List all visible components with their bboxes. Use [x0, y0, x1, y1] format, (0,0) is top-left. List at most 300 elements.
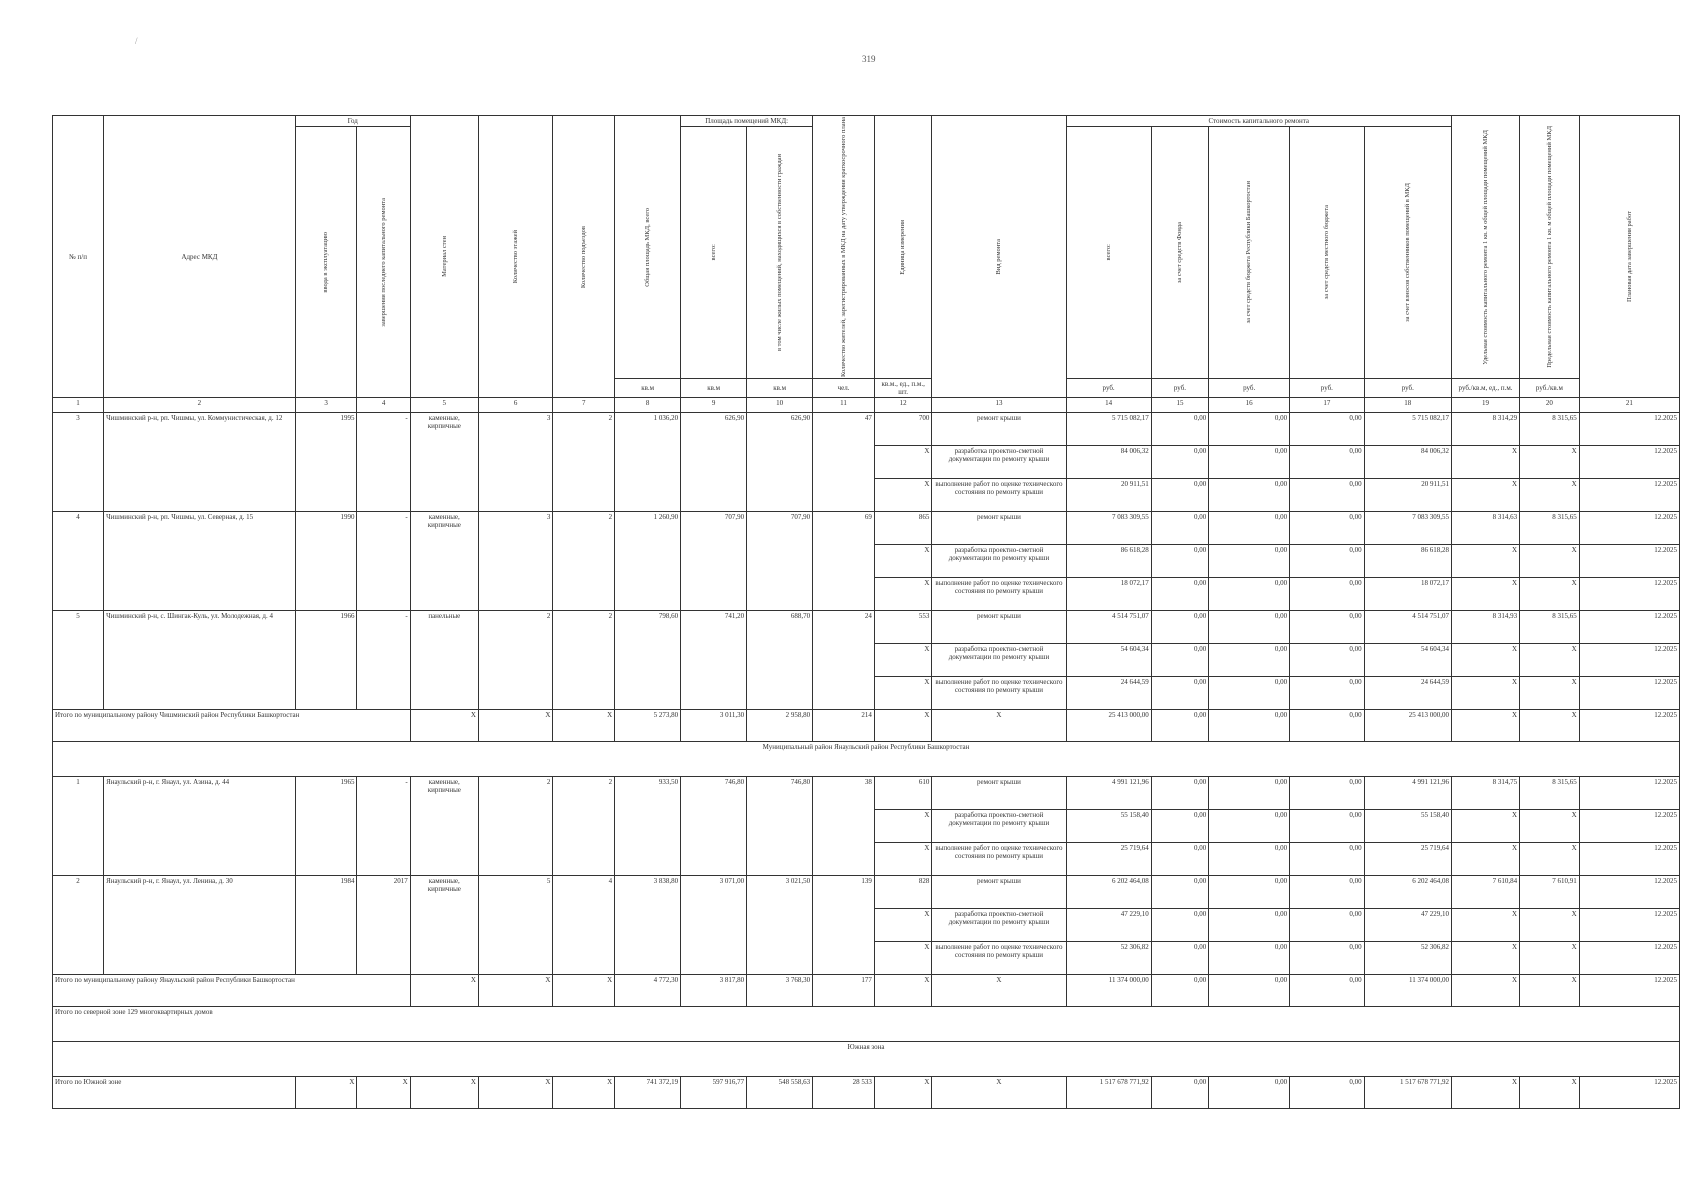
- header-entrances: Количество подъездов: [580, 225, 588, 288]
- cell: 177: [813, 975, 875, 1007]
- cell: 0,00: [1209, 843, 1290, 876]
- cell: -: [357, 611, 410, 710]
- header-cost: Стоимость капитального ремонта: [1066, 116, 1451, 127]
- col-index: 13: [932, 398, 1066, 413]
- cell: 12.2025: [1579, 975, 1679, 1007]
- cell: X: [553, 1077, 615, 1109]
- cell: X: [1451, 843, 1519, 876]
- cell: выполнение работ по оценке технического состояния по ремонту крыши: [932, 942, 1066, 975]
- cell: Чишминский р-н, рп. Чишмы, ул. Северная, д. 15: [104, 512, 296, 611]
- cell: 12.2025: [1579, 942, 1679, 975]
- cell: 741 372,19: [615, 1077, 681, 1109]
- cell: X: [553, 710, 615, 742]
- cell: X: [874, 479, 931, 512]
- north-total-row: [53, 1007, 1680, 1042]
- cell: 707,90: [681, 512, 747, 611]
- cell: X: [874, 909, 931, 942]
- cell: X: [410, 1077, 478, 1109]
- corner-mark: /: [135, 36, 138, 46]
- cell: 0,00: [1290, 843, 1365, 876]
- cell: X: [553, 975, 615, 1007]
- cell: панельные: [410, 611, 478, 710]
- cell: X: [1520, 677, 1580, 710]
- cell: 0,00: [1290, 909, 1365, 942]
- cell: выполнение работ по оценке технического состояния по ремонту крыши: [932, 677, 1066, 710]
- footer-rows: [53, 975, 1680, 1109]
- cell: X: [874, 677, 931, 710]
- cell: X: [932, 1077, 1066, 1109]
- cell: 2: [478, 611, 553, 710]
- cell: 1984: [295, 876, 357, 975]
- cell: 4 991 121,96: [1066, 777, 1151, 810]
- cell: 3 768,30: [747, 975, 813, 1007]
- cell: 47 229,10: [1066, 909, 1151, 942]
- table-row: [53, 611, 1680, 644]
- cell: 0,00: [1151, 810, 1208, 843]
- cell: 11 374 000,00: [1364, 975, 1451, 1007]
- cell: 0,00: [1290, 578, 1365, 611]
- header-rb: за счет средств бюджета Республики Башкортостан: [1245, 181, 1253, 324]
- cell: 69: [813, 512, 875, 611]
- cell: 0,00: [1151, 644, 1208, 677]
- header-total-area: Общая площадь МКД, всего: [643, 207, 651, 287]
- table-row: [53, 876, 1680, 909]
- cell: 626,90: [681, 413, 747, 512]
- cell: 0,00: [1151, 942, 1208, 975]
- cell: 0,00: [1209, 413, 1290, 446]
- cell: 746,80: [747, 777, 813, 876]
- cell: X: [1520, 710, 1580, 742]
- cell: 707,90: [747, 512, 813, 611]
- cell: X: [410, 710, 478, 742]
- page-number: 319: [862, 54, 876, 64]
- cell: 741,20: [681, 611, 747, 710]
- col-index: 4: [357, 398, 410, 413]
- cell: 2 958,80: [747, 710, 813, 742]
- cell: X: [1520, 446, 1580, 479]
- col-index: 12: [874, 398, 931, 413]
- unit-max-cost: руб./кв.м: [1520, 379, 1580, 398]
- cell: 7 610,91: [1520, 876, 1580, 909]
- header-floors: Количество этажей: [511, 229, 519, 284]
- cell: -: [357, 413, 410, 512]
- cell: 6 202 464,08: [1066, 876, 1151, 909]
- header-premises-all: всего:: [709, 244, 717, 261]
- header-premises-area: Площадь помещений МКД:: [681, 116, 813, 127]
- capital-repair-table: [52, 115, 1680, 1109]
- cell: 8 314,63: [1451, 512, 1519, 545]
- cell: 84 006,32: [1066, 446, 1151, 479]
- cell: 553: [874, 611, 931, 644]
- cell: 12.2025: [1579, 479, 1679, 512]
- col-index: 8: [615, 398, 681, 413]
- cell: 55 158,40: [1364, 810, 1451, 843]
- cell: 0,00: [1209, 446, 1290, 479]
- cell: 0,00: [1209, 611, 1290, 644]
- cell: X: [1451, 644, 1519, 677]
- cell: 12.2025: [1579, 413, 1679, 446]
- cell: 4: [553, 876, 615, 975]
- column-index-row: [53, 398, 1680, 413]
- cell: X: [874, 545, 931, 578]
- col-index: 2: [104, 398, 296, 413]
- cell: X: [1520, 843, 1580, 876]
- cell: разработка проектно-сметной документации по ремонту крыши: [932, 446, 1066, 479]
- cell: X: [478, 975, 553, 1007]
- cell: 0,00: [1290, 710, 1365, 742]
- cell: 746,80: [681, 777, 747, 876]
- col-index: 20: [1520, 398, 1580, 413]
- cell: 24 644,59: [1066, 677, 1151, 710]
- header-address: Адрес МКД: [104, 116, 296, 398]
- cell: 5: [53, 611, 104, 710]
- cell: X: [874, 975, 931, 1007]
- cell: 0,00: [1290, 644, 1365, 677]
- header-wall: Материал стен: [440, 236, 448, 277]
- cell: 688,70: [747, 611, 813, 710]
- cell: 3 071,00: [681, 876, 747, 975]
- cell: 0,00: [1209, 545, 1290, 578]
- cell: 0,00: [1151, 975, 1208, 1007]
- cell: Янаульский р-н, г. Янаул, ул. Азина, д. 44: [104, 777, 296, 876]
- unit-rub-1: руб.: [1066, 379, 1151, 398]
- cell: 25 413 000,00: [1364, 710, 1451, 742]
- cell: 2: [478, 777, 553, 876]
- cell: 1995: [295, 413, 357, 512]
- cell: 86 618,28: [1066, 545, 1151, 578]
- cell: выполнение работ по оценке технического состояния по ремонту крыши: [932, 578, 1066, 611]
- cell: 548 558,63: [747, 1077, 813, 1109]
- cell: 7 083 309,55: [1364, 512, 1451, 545]
- cell: X: [478, 1077, 553, 1109]
- cell: 0,00: [1151, 677, 1208, 710]
- cell: Чишминский р-н, с. Шингак-Куль, ул. Молодежная, д. 4: [104, 611, 296, 710]
- cell: 0,00: [1151, 611, 1208, 644]
- unit-unit-cost: руб./кв.м, ед., п.м.: [1451, 379, 1519, 398]
- cell: разработка проектно-сметной документации по ремонту крыши: [932, 545, 1066, 578]
- cell: 1990: [295, 512, 357, 611]
- header-local: за счет средств местного бюджета: [1323, 205, 1331, 300]
- cell: 0,00: [1209, 479, 1290, 512]
- cell: X: [1451, 479, 1519, 512]
- cell: X: [1520, 479, 1580, 512]
- cell: 4 514 751,07: [1066, 611, 1151, 644]
- cell: 0,00: [1209, 975, 1290, 1007]
- unit-sqm-2: кв.м: [681, 379, 747, 398]
- cell: 933,50: [615, 777, 681, 876]
- cell: 12.2025: [1579, 644, 1679, 677]
- cell: 8 315,65: [1520, 611, 1580, 644]
- south-zone-title: Южная зона: [53, 1042, 1680, 1077]
- cell: X: [932, 710, 1066, 742]
- unit-people: чел.: [813, 379, 875, 398]
- col-index: 10: [747, 398, 813, 413]
- cell: X: [1451, 810, 1519, 843]
- cell: X: [1451, 446, 1519, 479]
- header-year: Год: [295, 116, 410, 127]
- col-index: 14: [1066, 398, 1151, 413]
- col-index: 9: [681, 398, 747, 413]
- cell: 0,00: [1290, 677, 1365, 710]
- cell: 3 817,80: [681, 975, 747, 1007]
- cell: 11 374 000,00: [1066, 975, 1151, 1007]
- col-index: 1: [53, 398, 104, 413]
- cell: 0,00: [1290, 1077, 1365, 1109]
- header-year-last-repair: завершения последнего капитального ремонта: [379, 197, 387, 327]
- cell: 12.2025: [1579, 545, 1679, 578]
- col-index: 19: [1451, 398, 1519, 413]
- cell: 8 315,65: [1520, 777, 1580, 810]
- north-total-label: Итого по северной зоне 129 многоквартирных домов: [53, 1007, 1680, 1042]
- cell: 8 314,29: [1451, 413, 1519, 446]
- cell: 0,00: [1209, 644, 1290, 677]
- col-index: 6: [478, 398, 553, 413]
- cell: X: [1520, 545, 1580, 578]
- col-index: 11: [813, 398, 875, 413]
- header-unit-cost: Удельная стоимость капитального ремонта 1 кв. м общей площади помещений МКД: [1481, 129, 1489, 365]
- cell: 12.2025: [1579, 578, 1679, 611]
- cell: 0,00: [1209, 512, 1290, 545]
- col-index: 21: [1579, 398, 1679, 413]
- cell: 12.2025: [1579, 810, 1679, 843]
- cell: X: [932, 975, 1066, 1007]
- cell: X: [1451, 909, 1519, 942]
- cell: 12.2025: [1579, 876, 1679, 909]
- unit-sqm-3: кв.м: [747, 379, 813, 398]
- total-row-chishmy: [53, 710, 1680, 742]
- cell: 0,00: [1290, 413, 1365, 446]
- cell: 597 916,77: [681, 1077, 747, 1109]
- total-label: Итого по муниципальному району Чишминский район Республики Башкортостан: [53, 710, 411, 742]
- cell: 0,00: [1209, 578, 1290, 611]
- cell: разработка проектно-сметной документации по ремонту крыши: [932, 810, 1066, 843]
- col-index: 15: [1151, 398, 1208, 413]
- col-index: 5: [410, 398, 478, 413]
- cell: 55 158,40: [1066, 810, 1151, 843]
- cell: -: [357, 512, 410, 611]
- cell: 214: [813, 710, 875, 742]
- cell: ремонт крыши: [932, 777, 1066, 810]
- cell: X: [1451, 677, 1519, 710]
- cell: 0,00: [1290, 479, 1365, 512]
- cell: 38: [813, 777, 875, 876]
- cell: 8 315,65: [1520, 512, 1580, 545]
- cell: ремонт крыши: [932, 512, 1066, 545]
- col-index: 16: [1209, 398, 1290, 413]
- cell: 139: [813, 876, 875, 975]
- cell: 0,00: [1209, 710, 1290, 742]
- cell: 0,00: [1290, 446, 1365, 479]
- header-deadline: Плановая дата завершения работ: [1625, 211, 1633, 303]
- cell: каменные, кирпичные: [410, 413, 478, 512]
- cell: X: [410, 975, 478, 1007]
- chishmy-total: [53, 710, 1680, 777]
- south-zone-row: [53, 1042, 1680, 1077]
- cell: 0,00: [1151, 413, 1208, 446]
- cell: 24: [813, 611, 875, 710]
- cell: 25 719,64: [1066, 843, 1151, 876]
- cell: 1: [53, 777, 104, 876]
- cell: Чишминский р-н, рп. Чишмы, ул. Коммунистическая, д. 12: [104, 413, 296, 512]
- cell: 0,00: [1290, 777, 1365, 810]
- cell: 20 911,51: [1364, 479, 1451, 512]
- cell: 0,00: [1151, 446, 1208, 479]
- cell: 1966: [295, 611, 357, 710]
- header-residents: Количество жителей, зарегистрированных в МКД на дату утверждения краткосрочного плана: [839, 117, 847, 378]
- header-fund: за счет средств Фонда: [1176, 221, 1184, 284]
- cell: 0,00: [1209, 677, 1290, 710]
- cell: X: [1520, 909, 1580, 942]
- cell: X: [874, 843, 931, 876]
- cell: 0,00: [1151, 512, 1208, 545]
- cell: ремонт крыши: [932, 611, 1066, 644]
- cell: 0,00: [1151, 876, 1208, 909]
- cell: 0,00: [1290, 975, 1365, 1007]
- unit-rub-4: руб.: [1290, 379, 1365, 398]
- cell: 0,00: [1151, 843, 1208, 876]
- yanaul-district-rows: [53, 777, 1680, 975]
- cell: 12.2025: [1579, 677, 1679, 710]
- cell: 5: [478, 876, 553, 975]
- cell: 0,00: [1151, 578, 1208, 611]
- cell: 84 006,32: [1364, 446, 1451, 479]
- cell: X: [874, 644, 931, 677]
- cell: X: [1520, 578, 1580, 611]
- cell: 828: [874, 876, 931, 909]
- total-label: Итого по Южной зоне: [53, 1077, 296, 1109]
- cell: 0,00: [1151, 479, 1208, 512]
- cell: X: [874, 446, 931, 479]
- cell: 626,90: [747, 413, 813, 512]
- cell: 2017: [357, 876, 410, 975]
- cell: X: [357, 1077, 410, 1109]
- table-header: [53, 116, 1680, 413]
- cell: X: [1451, 545, 1519, 578]
- unit-rub-3: руб.: [1209, 379, 1290, 398]
- header-year-commission: ввода в эксплуатацию: [322, 231, 330, 293]
- cell: 0,00: [1151, 909, 1208, 942]
- cell: 8 315,65: [1520, 413, 1580, 446]
- cell: 0,00: [1290, 611, 1365, 644]
- cell: X: [874, 710, 931, 742]
- cell: X: [1451, 710, 1519, 742]
- cell: 12.2025: [1579, 843, 1679, 876]
- cell: 610: [874, 777, 931, 810]
- south-total-row: [53, 1077, 1680, 1109]
- cell: X: [1520, 644, 1580, 677]
- table-row: [53, 777, 1680, 810]
- cell: 54 604,34: [1364, 644, 1451, 677]
- cell: каменные, кирпичные: [410, 777, 478, 876]
- cell: ремонт крыши: [932, 413, 1066, 446]
- cell: 2: [553, 777, 615, 876]
- cell: 1 260,90: [615, 512, 681, 611]
- cell: выполнение работ по оценке технического состояния по ремонту крыши: [932, 479, 1066, 512]
- cell: 0,00: [1209, 810, 1290, 843]
- cell: X: [874, 578, 931, 611]
- cell: 25 719,64: [1364, 843, 1451, 876]
- cell: 5 715 082,17: [1364, 413, 1451, 446]
- section-title: Муниципальный район Янаульский район Республики Башкортостан: [53, 742, 1680, 777]
- col-index: 17: [1290, 398, 1365, 413]
- cell: 7 083 309,55: [1066, 512, 1151, 545]
- cell: 0,00: [1209, 1077, 1290, 1109]
- cell: 12.2025: [1579, 909, 1679, 942]
- cell: 7 610,84: [1451, 876, 1519, 909]
- cell: 0,00: [1151, 545, 1208, 578]
- cell: 52 306,82: [1364, 942, 1451, 975]
- cell: X: [1451, 975, 1519, 1007]
- table-row: [53, 413, 1680, 446]
- cell: 0,00: [1209, 876, 1290, 909]
- cell: 1965: [295, 777, 357, 876]
- cell: 1 036,20: [615, 413, 681, 512]
- cell: 0,00: [1151, 710, 1208, 742]
- cell: 0,00: [1290, 942, 1365, 975]
- cell: -: [357, 777, 410, 876]
- cell: 18 072,17: [1066, 578, 1151, 611]
- cell: Янаульский р-н, г. Янаул, ул. Ленина, д. 30: [104, 876, 296, 975]
- cell: X: [1520, 810, 1580, 843]
- cell: 4: [53, 512, 104, 611]
- cell: X: [1451, 578, 1519, 611]
- cell: 18 072,17: [1364, 578, 1451, 611]
- cell: 3 838,80: [615, 876, 681, 975]
- cell: 5 715 082,17: [1066, 413, 1151, 446]
- cell: X: [874, 1077, 931, 1109]
- cell: 25 413 000,00: [1066, 710, 1151, 742]
- cell: 3: [53, 413, 104, 512]
- cell: 0,00: [1209, 909, 1290, 942]
- cell: 4 991 121,96: [1364, 777, 1451, 810]
- cell: 2: [553, 611, 615, 710]
- col-index: 18: [1364, 398, 1451, 413]
- cell: 1 517 678 771,92: [1364, 1077, 1451, 1109]
- cell: 0,00: [1151, 777, 1208, 810]
- cell: 8 314,75: [1451, 777, 1519, 810]
- cell: 865: [874, 512, 931, 545]
- header-owners: за счет взносов собственников помещений в МКД: [1404, 183, 1412, 322]
- cell: X: [874, 942, 931, 975]
- cell: разработка проектно-сметной документации по ремонту крыши: [932, 909, 1066, 942]
- header-n: № п/п: [53, 116, 104, 398]
- header-max-cost: Предельная стоимость капитального ремонта 1 кв. м общей площади помещений МКД: [1545, 126, 1553, 368]
- cell: 12.2025: [1579, 611, 1679, 644]
- cell: 3 021,50: [747, 876, 813, 975]
- cell: 8 314,93: [1451, 611, 1519, 644]
- unit-sqm-1: кв.м: [615, 379, 681, 398]
- table-row: [53, 512, 1680, 545]
- cell: X: [1520, 975, 1580, 1007]
- cell: 3: [478, 413, 553, 512]
- cell: 1 517 678 771,92: [1066, 1077, 1151, 1109]
- col-index: 3: [295, 398, 357, 413]
- cell: 47 229,10: [1364, 909, 1451, 942]
- section-row: [53, 742, 1680, 777]
- cell: разработка проектно-сметной документации по ремонту крыши: [932, 644, 1066, 677]
- total-label: Итого по муниципальному району Янаульский район Республики Башкортостан: [53, 975, 411, 1007]
- cell: 86 618,28: [1364, 545, 1451, 578]
- cell: 0,00: [1290, 512, 1365, 545]
- cell: 28 533: [813, 1077, 875, 1109]
- cell: 0,00: [1290, 876, 1365, 909]
- cell: 4 514 751,07: [1364, 611, 1451, 644]
- cell: 6 202 464,08: [1364, 876, 1451, 909]
- header-unit: Единица измерения: [899, 219, 907, 275]
- header-cost-total: всего:: [1104, 244, 1112, 261]
- cell: 12.2025: [1579, 446, 1679, 479]
- cell: выполнение работ по оценке технического состояния по ремонту крыши: [932, 843, 1066, 876]
